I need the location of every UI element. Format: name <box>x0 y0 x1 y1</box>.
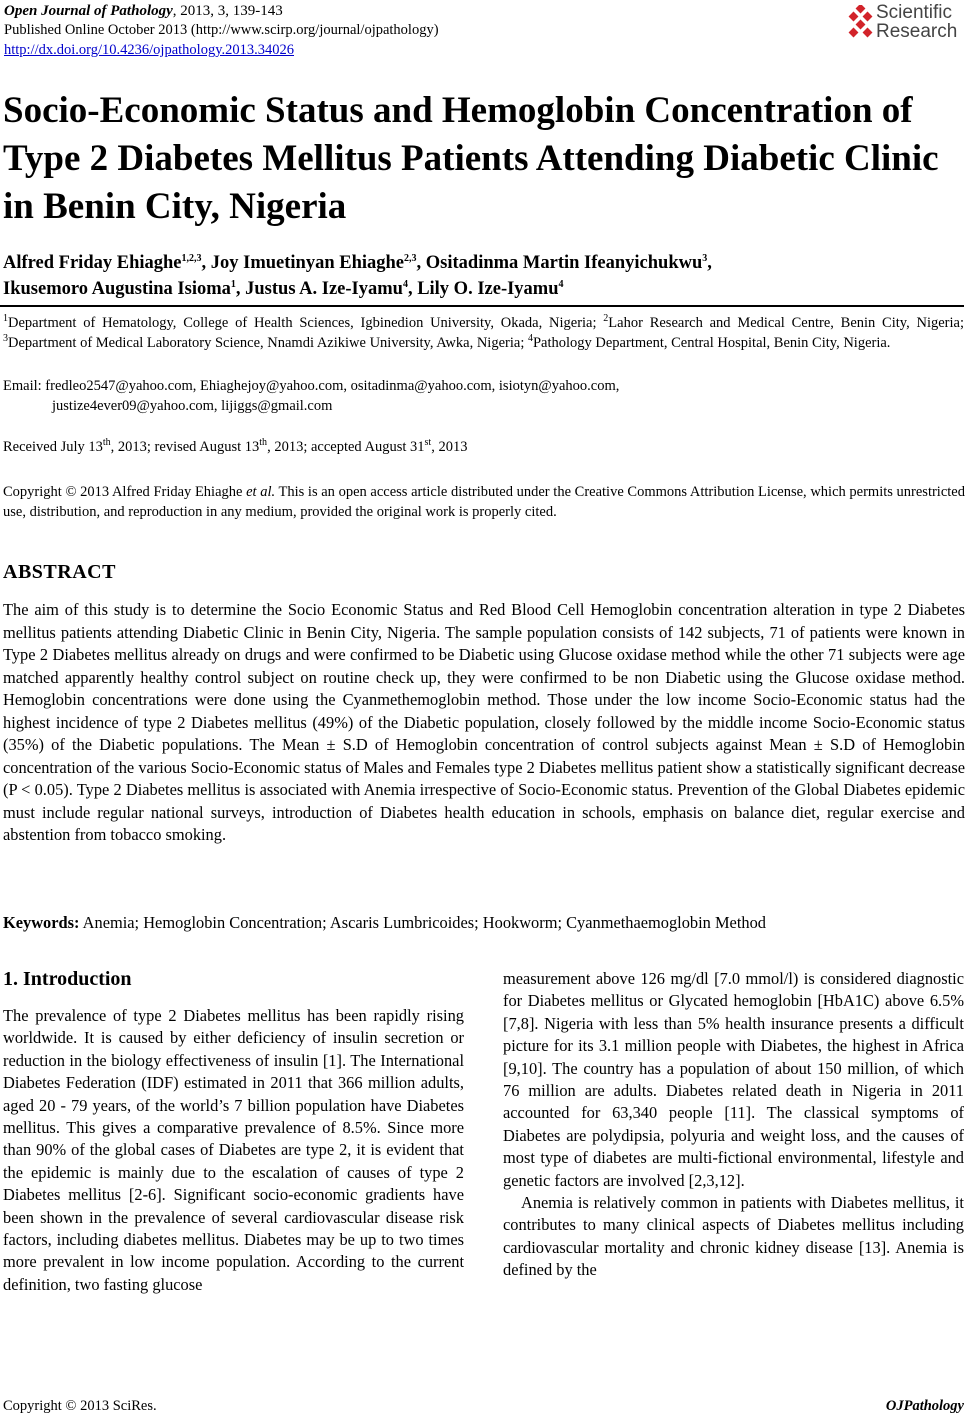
author: Ositadinma Martin Ifeanyichukwu <box>425 253 703 273</box>
keywords-label: Keywords: <box>3 913 80 932</box>
license-text: This is an open access article distributed under the Creative Commons Attribution License, which permits unrestricted use, distribution, and reproduction in any medium, provided the original work is properly cited. <box>3 484 965 520</box>
copyright-note <box>3 482 965 522</box>
revised-text: , 2013; revised August 13 <box>110 439 260 455</box>
paragraph: Anemia is relatively common in patients with Diabetes mellitus, it contributes to many clinical aspects of Diabetes mellitus including cardiovascular mortality and chronic kidney disease [13]. Anemia is defined by the <box>503 1193 964 1280</box>
author-affiliation-sup: 3 <box>702 252 708 264</box>
received-text: Received July 13 <box>3 439 103 455</box>
author-affiliation-sup: 1 <box>230 278 236 290</box>
author: Lily O. Ize-Iyamu <box>417 279 559 299</box>
author-affiliation-sup: 4 <box>402 278 408 290</box>
author-separator: , <box>235 279 246 299</box>
received-dates <box>3 439 467 456</box>
keywords <box>3 912 965 934</box>
author-separator: , <box>201 253 211 273</box>
author-separator: , <box>407 279 418 299</box>
date-sup: th <box>259 437 268 449</box>
affiliation-sup: 1 <box>3 313 8 325</box>
affiliation: Lahor Research and Medical Centre, Benin City, Nigeria; <box>608 315 965 331</box>
author: Ikusemoro Augustina Isioma <box>3 279 231 299</box>
author-separator: , <box>416 253 426 273</box>
footer-copyright: Copyright © 2013 SciRes. <box>3 1398 157 1414</box>
section-heading-introduction: 1. Introduction <box>3 968 132 990</box>
author-separator: , <box>707 253 712 273</box>
doi-link[interactable]: http://dx.doi.org/10.4236/ojpathology.2013.34026 <box>4 42 294 58</box>
affiliation: Department of Hematology, College of Health Sciences, Igbinedion University, Okada, Nigeria; <box>8 315 604 331</box>
date-sup: st <box>424 437 432 449</box>
author: Joy Imuetinyan Ehiaghe <box>210 253 405 273</box>
volume-info: , 2013, 3, 139-143 <box>172 3 283 19</box>
paragraph: measurement above 126 mg/dl [7.0 mmol/l) is considered diagnostic for Diabetes mellitus or Glycated hemoglobin [HbA1C) above 6.5% [7,8]. Nigeria with less than 5% health insurance presents a difficult picture for its 3.1 million people with Diabetes, the highest in Africa [9,10]. The country has a population of about 150 million, of which 76 million are adults. Diabetes related death in Nigeria in 2011 accounted for 63,340 people [11]. The classical symptoms of Diabetes are polydipsia, polyuria and weight loss, and the causes of most type of diabetes are multi-fictional environmental, lifestyle and genetic factors are involved [2,3,12]. <box>503 969 964 1190</box>
year-text: , 2013 <box>431 439 468 455</box>
affiliation: Pathology Department, Central Hospital, Benin City, Nigeria. <box>532 334 891 351</box>
abstract-text: The aim of this study is to determine the Socio Economic Status and Red Blood Cell Hemoglobin concentration alteration in type 2 Diabetes mellitus patients attending Diabetic Clinic in Benin City, Nigeria. The sample population consists of 142 subjects, 71 of patients were known in Type 2 Diabetes mellitus already on drugs and were confirmed to be Diabetic using Glucose oxidase method while the other 71 subjects were age matched apparently healthy control subject on routine check up, they were confirmed to be non Diabetic using the Glucose oxidase method. Hemoglobin concentrations were done using the Cyanmethemoglobin method. Those under the low income Socio-Economic status had the highest incidence of type 2 Diabetes mellitus (49%) of the Diabetic population, closely followed by the middle income Socio-Economic status (35%) of the Diabetic populations. The Mean ± S.D of Hemoglobin concentration of control subjects against Mean ± S.D of Hemoglobin concentration of the various Socio-Economic status of Males and Females type 2 Diabetes mellitus patient show a statistically significant decrease (P < 0.05). Type 2 Diabetes mellitus is associated with Anemia irrespective of Socio-Economic status. Prevention of the Global Diabetes epidemic must include regular national surveys, introduction of Diabetes health education in schools, emphasis on balance diet, regular exercise and abstention from tobacco smoking. <box>3 600 965 844</box>
affiliation: Department of Medical Laboratory Science, Nnamdi Azikiwe University, Awka, Nigeria; <box>8 334 528 351</box>
journal-citation <box>4 3 283 20</box>
paragraph: The prevalence of type 2 Diabetes mellitus has been rapidly rising worldwide. It is caused by either deficiency of insulin secretion or reduction in the biology effectiveness of insulin [1]. The International Diabetes Federation (IDF) estimated in 2011 that 366 million adults, aged 20 - 79 years, of the world’s 7 billion population have Diabetes mellitus. This gives a comparative prevalence of 8.5%. Since more than 90% of the global cases of Diabetes are type 2, it is evident that the epidemic is mainly due to the escalation of causes of type 2 Diabetes mellitus [2-6]. Significant socio-economic gradients have been shown in the prevalence of several cardiovascular disease risk factors, including diabetes mellitus. Diabetes may be up to two times more prevalent in low income population. According to the current definition, two fasting glucose <box>3 1006 464 1294</box>
article-title: Socio-Economic Status and Hemoglobin Concentration of Type 2 Diabetes Mellitus Patients Attending Diabetic Clinic in Benin City, Nigeria <box>3 90 939 227</box>
author-list <box>3 250 963 302</box>
publisher-logo-icon <box>848 5 874 41</box>
journal-name: Open Journal of Pathology <box>4 3 173 19</box>
published-line: Published Online October 2013 (http://www.scirp.org/journal/ojpathology) <box>4 22 439 38</box>
email-list: fredleo2547@yahoo.com, Ehiaghejoy@yahoo.com, ositadinma@yahoo.com, isiotyn@yahoo.com, <box>45 378 620 394</box>
logo-text <box>876 3 957 41</box>
footer-journal: OJPathology <box>885 1398 964 1414</box>
affiliation-sup: 2 <box>603 313 609 325</box>
date-sup: th <box>102 437 111 449</box>
email-label: Email: <box>3 378 42 394</box>
abstract-heading: ABSTRACT <box>3 561 116 583</box>
logo-line2: Research <box>876 21 958 42</box>
affiliation-sup: 4 <box>527 332 533 344</box>
email-list-continued: justize4ever09@yahoo.com, lijiggs@gmail.com <box>52 398 333 414</box>
affiliations <box>3 314 964 353</box>
et-al: et al. <box>246 484 276 500</box>
copyright-text: Copyright © 2013 Alfred Friday Ehiaghe <box>3 484 247 500</box>
logo-line1: Scientific <box>876 2 953 23</box>
body-column-left <box>3 1005 464 1296</box>
affiliation-sup: 3 <box>3 332 8 344</box>
body-column-right <box>503 968 964 1282</box>
scientific-research-logo <box>848 3 966 45</box>
accepted-text: , 2013; accepted August 31 <box>267 439 425 455</box>
author-affiliation-sup: 4 <box>558 278 564 290</box>
author: Justus A. Ize-Iyamu <box>245 279 403 299</box>
author-affiliation-sup: 1,2,3 <box>181 252 202 264</box>
author-affiliation-sup: 2,3 <box>404 252 417 264</box>
keywords-list: Anemia; Hemoglobin Concentration; Ascaris Lumbricoides; Hookworm; Cyanmethaemoglobin Method <box>79 913 766 932</box>
author: Alfred Friday Ehiaghe <box>3 253 182 273</box>
header-divider <box>0 305 964 307</box>
email-block <box>3 376 964 416</box>
